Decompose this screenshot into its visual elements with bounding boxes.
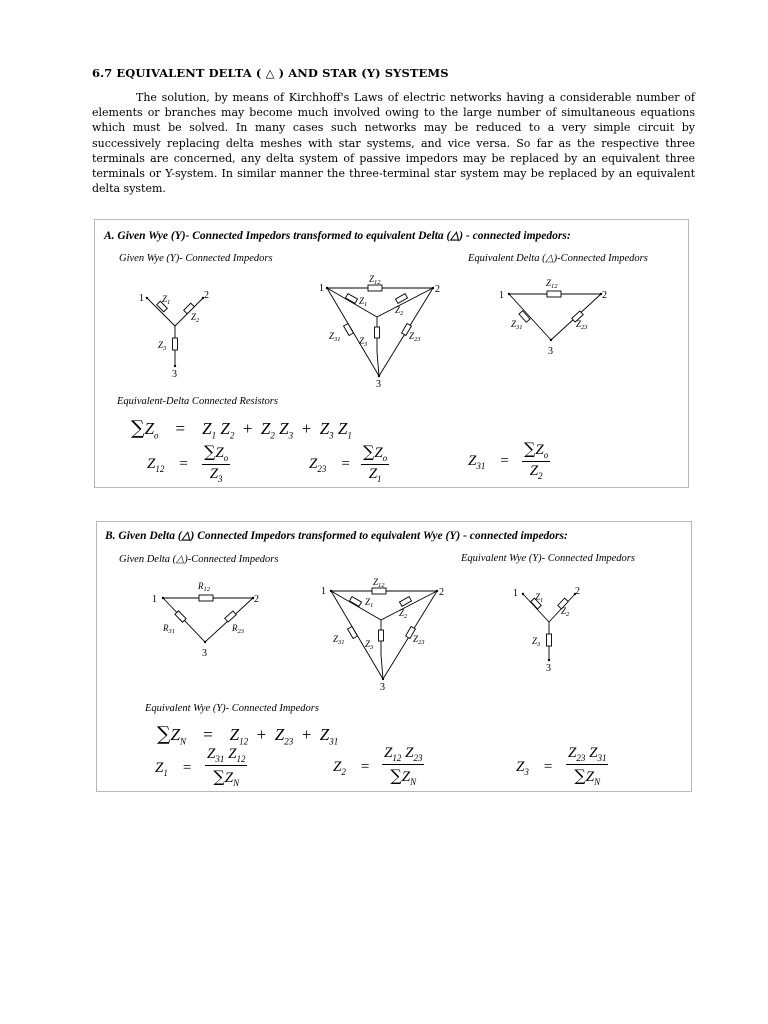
overlay-terminal-1: 1 bbox=[319, 283, 324, 294]
overlay-b-label-z31: $Z_{31}$ bbox=[333, 634, 345, 646]
wye-delta-overlay-diagram bbox=[313, 272, 443, 390]
box-a-z31-fraction: $\frac{\sum Z_o}{Z_2}$ bbox=[524, 439, 549, 481]
overlay-z3-impedor bbox=[375, 327, 380, 338]
wye-label-z3: $Z_3$ bbox=[158, 340, 167, 352]
overlay-label-z3: $Z_3$ bbox=[359, 336, 368, 348]
section-heading: 6.7 EQUIVALENT DELTA ( △ ) AND STAR (Y) SYSTEMS bbox=[92, 66, 449, 80]
eq-wye-label-z2: $Z_2$ bbox=[561, 606, 570, 618]
overlay-b-label-z2: $Z_2$ bbox=[399, 608, 408, 620]
wye-label-z2: $Z_2$ bbox=[191, 312, 200, 324]
box-a-z31-lhs: $Z_{31}$ = bbox=[468, 453, 509, 471]
box-b-title: B. Given Delta (△) Connected Impedors transformed to equivalent Wye (Y) - connected impedors: bbox=[105, 530, 568, 542]
delta-wye-overlay-diagram bbox=[317, 575, 447, 693]
box-b-given-label: Given Delta (△)-Connected Impedors bbox=[119, 554, 279, 565]
delta-terminal-3: 3 bbox=[548, 346, 553, 357]
box-b-z3-fraction: $\frac{Z_{23} Z_{31}}{\sum Z_N}$ bbox=[568, 745, 607, 787]
eq-wye-terminal-3: 3 bbox=[546, 663, 551, 674]
given-delta-label-r31: $R_{31}$ bbox=[163, 623, 175, 635]
eq-wye-terminal-2: 2 bbox=[575, 586, 580, 597]
eq-wye-z3-impedor bbox=[547, 634, 552, 646]
given-delta-label-r12: $R_{12}$ bbox=[198, 581, 210, 593]
equivalent-delta-diagram bbox=[495, 276, 615, 358]
box-a-sum-equation: $\sum Z_o$ = $Z_1$ $Z_2 + Z_2$ $Z_3 + Z_3$ $Z_1$ bbox=[131, 417, 352, 441]
delta-terminal-2: 2 bbox=[602, 290, 607, 301]
wye-z3-impedor bbox=[173, 338, 178, 350]
equivalent-wye-diagram bbox=[509, 582, 589, 677]
box-b-sum-equation: $\sum Z_N$ = $Z_{12} + Z_{23} + Z_{31}$ bbox=[157, 723, 339, 747]
delta-label-z31: $Z_{31}$ bbox=[511, 319, 523, 331]
given-wye-diagram bbox=[133, 286, 213, 381]
wye-terminal-1: 1 bbox=[139, 293, 144, 304]
overlay-b-label-z1: $Z_1$ bbox=[365, 597, 374, 609]
intro-paragraph: The solution, by means of Kirchhoff's Laws of electric networks having a considerable number of elements or branches may become much involved owing to the large number of simultaneous equations which must be solved. In many cases such networks may be reduced to a very simple circuit by successively replacing delta meshes with star systems, and vice versa. So far as the respective three terminals are concerned, any delta system of passive impedors may be replaced by an equivalent three terminals or Y-system. In similar manner the three-terminal star system may be replaced by an equivalent delta system. bbox=[92, 91, 695, 196]
overlay-label-z23: $Z_{23}$ bbox=[409, 331, 421, 343]
overlay-b-label-z3: $Z_3$ bbox=[365, 639, 374, 651]
given-delta-r12-impedor bbox=[199, 595, 213, 601]
delta-label-z23: $Z_{23}$ bbox=[576, 319, 588, 331]
delta-z12-impedor bbox=[547, 291, 561, 297]
box-a-z23-lhs: $Z_{23}$ = bbox=[309, 456, 350, 474]
wye-label-z1: $Z_1$ bbox=[162, 294, 171, 306]
box-b-z1-fraction: $\frac{Z_{31} Z_{12}}{\sum Z_N}$ bbox=[207, 746, 246, 788]
overlay-label-z31: $Z_{31}$ bbox=[329, 331, 341, 343]
overlay-b-terminal-2: 2 bbox=[439, 587, 444, 598]
delta-z31-impedor bbox=[519, 311, 530, 323]
overlay-b-terminal-3: 3 bbox=[380, 682, 385, 693]
delta-terminal-1: 1 bbox=[499, 290, 504, 301]
box-a-z12-fraction: $\frac{\sum Z_o}{Z_3}$ bbox=[204, 442, 229, 484]
box-a-equivalent-label: Equivalent Delta (△)-Connected Impedors bbox=[468, 253, 648, 264]
box-a-title: A. Given Wye (Y)- Connected Impedors transformed to equivalent Delta (△) - connected impedors: bbox=[104, 230, 571, 242]
box-b-z1-lhs: $Z_1$ = bbox=[155, 760, 192, 778]
box-b-equivalent-label: Equivalent Wye (Y)- Connected Impedors bbox=[461, 553, 635, 564]
overlay-b-label-z12: $Z_{12}$ bbox=[373, 577, 385, 589]
overlay-label-z1: $Z_1$ bbox=[359, 296, 368, 308]
overlay-terminal-2: 2 bbox=[435, 284, 440, 295]
box-b-z3-lhs: $Z_3$ = bbox=[516, 759, 553, 777]
given-delta-terminal-3: 3 bbox=[202, 648, 207, 659]
eq-wye-label-z1: $Z_1$ bbox=[535, 592, 544, 604]
given-delta-terminal-2: 2 bbox=[254, 594, 259, 605]
overlay-label-z12: $Z_{12}$ bbox=[369, 274, 381, 286]
box-b-z2-lhs: $Z_2$ = bbox=[333, 759, 370, 777]
overlay-b-z3-impedor bbox=[379, 630, 384, 641]
wye-to-delta-box bbox=[94, 219, 689, 488]
eq-wye-terminal-1: 1 bbox=[513, 588, 518, 599]
overlay-b-label-z23: $Z_{23}$ bbox=[413, 634, 425, 646]
given-delta-label-r23: $R_{23}$ bbox=[232, 623, 244, 635]
box-a-formula-label: Equivalent-Delta Connected Resistors bbox=[117, 396, 278, 407]
overlay-terminal-3: 3 bbox=[376, 379, 381, 390]
given-delta-diagram bbox=[149, 578, 269, 660]
wye-terminal-2: 2 bbox=[204, 290, 209, 301]
box-a-z12-lhs: $Z_{12}$ = bbox=[147, 456, 188, 474]
delta-to-wye-box bbox=[96, 521, 692, 792]
wye-terminal-3: 3 bbox=[172, 369, 177, 380]
delta-label-z12: $Z_{12}$ bbox=[546, 278, 558, 290]
box-a-given-label: Given Wye (Y)- Connected Impedors bbox=[119, 253, 273, 264]
box-b-z2-fraction: $\frac{Z_{12} Z_{23}}{\sum Z_N}$ bbox=[384, 745, 423, 787]
given-delta-r31-impedor bbox=[175, 611, 186, 622]
overlay-b-terminal-1: 1 bbox=[321, 586, 326, 597]
overlay-label-z2: $Z_2$ bbox=[395, 305, 404, 317]
given-delta-r23-impedor bbox=[225, 611, 237, 622]
eq-wye-label-z3: $Z_3$ bbox=[532, 636, 541, 648]
box-b-formula-label: Equivalent Wye (Y)- Connected Impedors bbox=[145, 703, 319, 714]
box-a-z23-fraction: $\frac{\sum Z_o}{Z_1}$ bbox=[363, 442, 388, 484]
given-delta-terminal-1: 1 bbox=[152, 594, 157, 605]
